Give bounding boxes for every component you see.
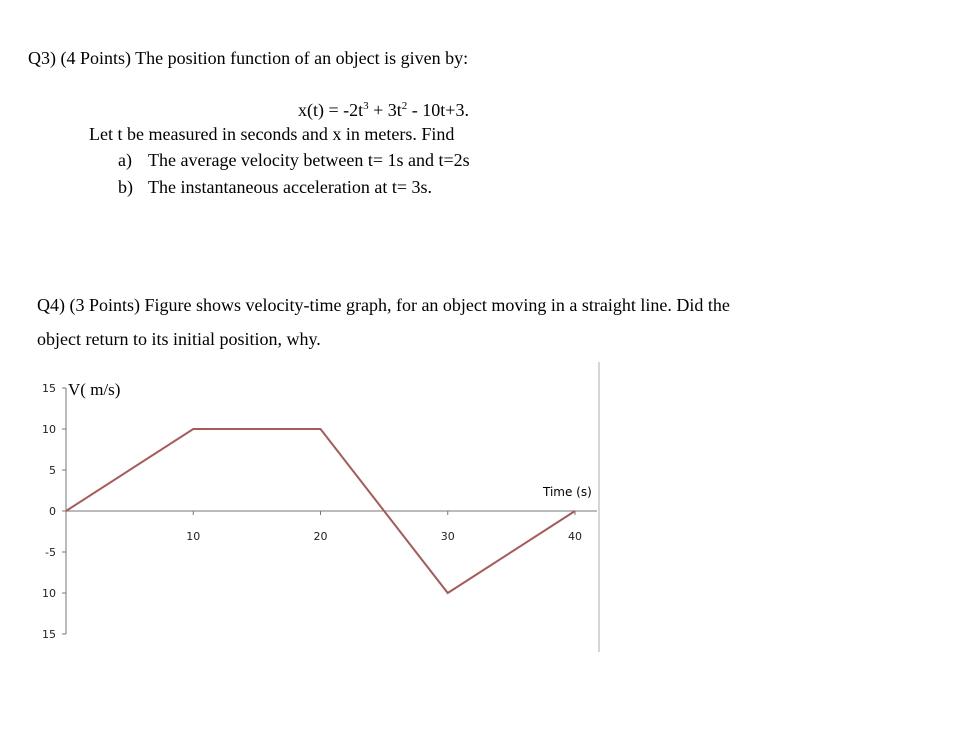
y-tick-label: 10 xyxy=(42,423,56,436)
formula-part-3: - 10t+3. xyxy=(407,100,469,120)
item-marker: a) xyxy=(118,150,132,170)
formula-part-1: x(t) = -2t xyxy=(298,100,364,120)
x-ticks xyxy=(186,511,582,543)
item-text: The average velocity between t= 1s and t=2s xyxy=(148,150,470,170)
x-tick-label: 10 xyxy=(186,530,201,543)
x-tick-label: 30 xyxy=(440,530,455,543)
y-tick-label: 5 xyxy=(49,464,56,477)
item-text: The instantaneous acceleration at t= 3s. xyxy=(148,177,433,197)
q3-title: Q3) (4 Points) The position function of an object is given by: xyxy=(28,48,469,68)
formula-exponent-2: 2 xyxy=(401,100,408,112)
q4-text-line-1: Q4) (3 Points) Figure shows velocity-time graph, for an object moving in a straight line. Did the xyxy=(37,295,730,315)
q4-text-line-2: object return to its initial position, why. xyxy=(37,329,321,349)
y-tick-label: 0 xyxy=(49,505,56,518)
y-tick-label: 15 xyxy=(42,628,56,641)
x-tick-label: 40 xyxy=(568,530,582,543)
y-ticks xyxy=(42,382,66,641)
y-tick-label: -5 xyxy=(45,546,56,559)
x-axis-label: Time (s) xyxy=(543,485,592,499)
q3-intro: Let t be measured in seconds and x in meters. Find xyxy=(89,124,455,144)
y-axis-label: V( m/s) xyxy=(68,380,121,399)
y-tick-label: 10 xyxy=(42,587,56,600)
formula-exponent-1: 3 xyxy=(363,100,369,112)
formula-part-2: + 3t xyxy=(368,100,402,120)
y-tick-label: 15 xyxy=(42,382,56,395)
x-tick-label: 20 xyxy=(313,530,328,543)
item-marker: b) xyxy=(118,177,133,197)
